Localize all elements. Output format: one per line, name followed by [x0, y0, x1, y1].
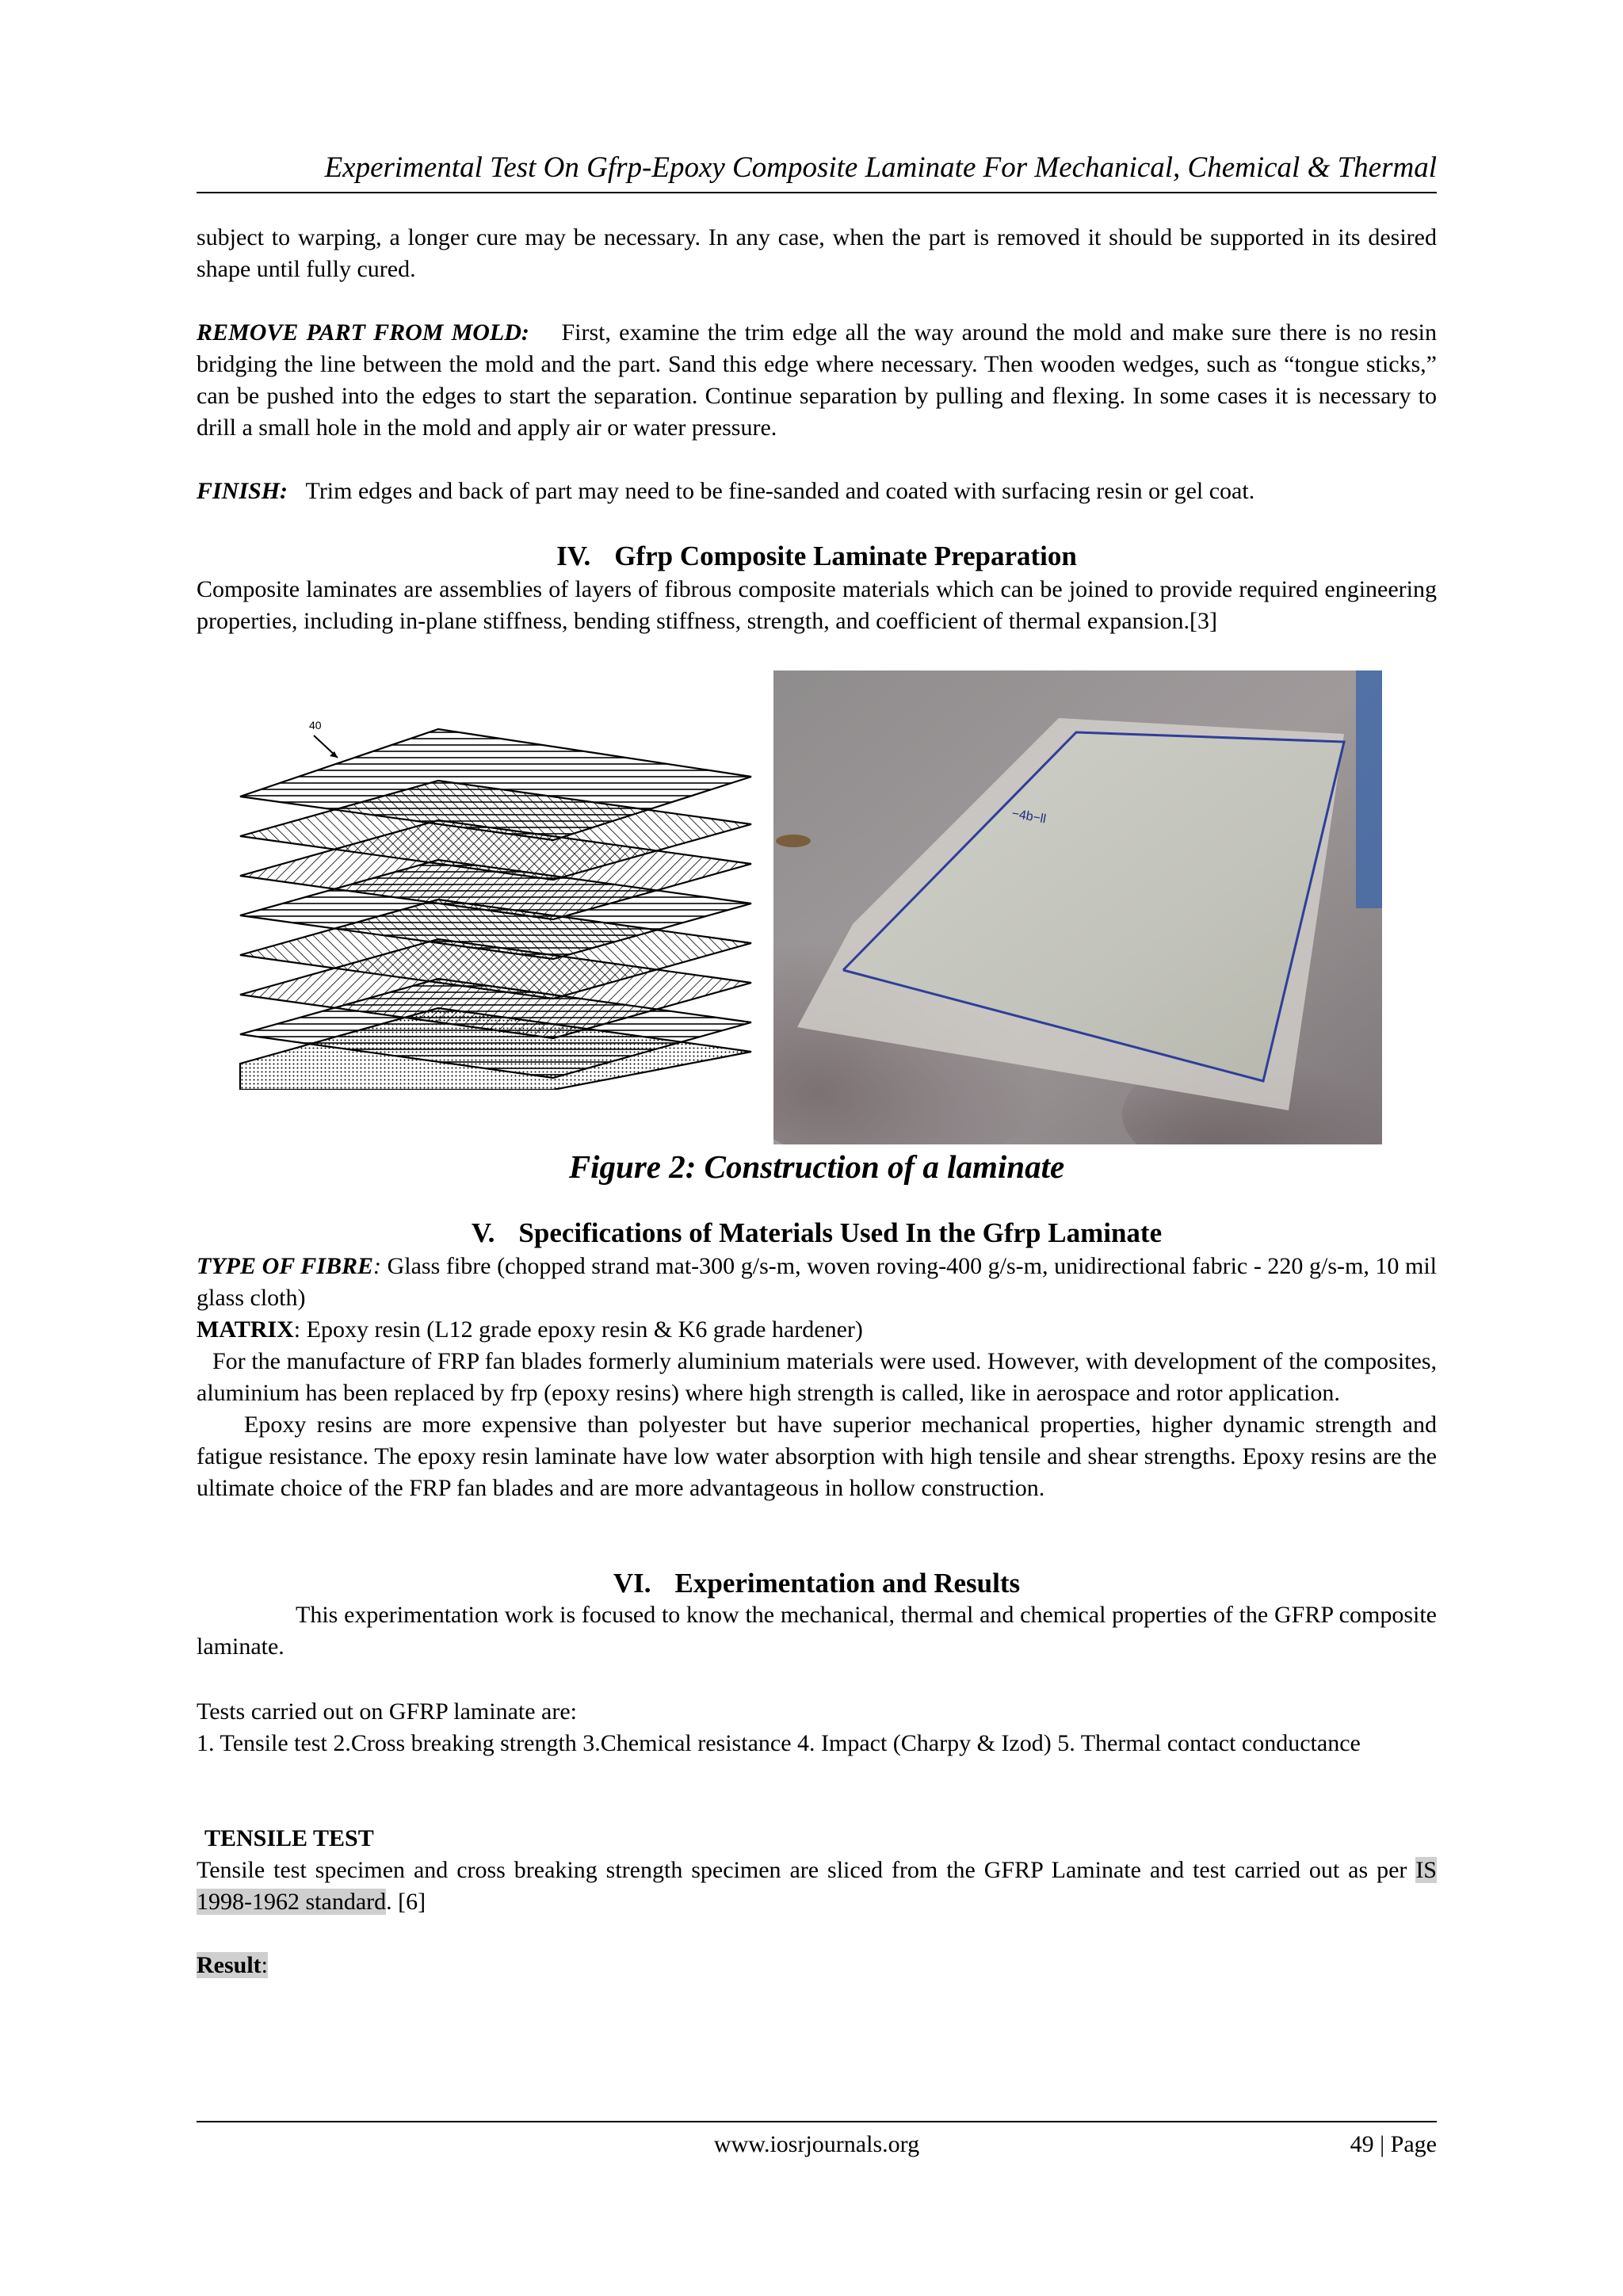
result-label: Result: [197, 1952, 262, 1978]
finish-text: Trim edges and back of part may need to be fine-sanded and coated with surfacing resin or gel coat.: [305, 478, 1255, 504]
result-block: [197, 1950, 1437, 1981]
remove-part-text: First, examine the trim edge all the way around the mold and make sure there is no resin bridging the line between the mold and the part. Sand this edge where necessary. Then wooden wedges, such as “tongue sticks,” can be pushed into the edges to start the separation. Continue separation by pulling and flexing. In some cases it is necessary to drill a small hole in the mold and apply air or water pressure.: [197, 319, 1437, 441]
section-5-number: V.: [471, 1217, 495, 1248]
result-colon: :: [261, 1952, 269, 1978]
tensile-block: [197, 1823, 1437, 1918]
footer-rule: [197, 2121, 1437, 2122]
section-5-title: Specifications of Materials Used In the Gfrp Laminate: [518, 1217, 1163, 1248]
section-5-body: TYPE OF FIBRE: Glass fibre (chopped strand mat-300 g/s-m, woven roving-400 g/s-m, unidirectional fabric - 220 g/s-m, 10 mil glass cloth) MATRIX: Epoxy resin (L12 grade epoxy resin & K6 grade hardener) For the manufacture of FRP fan blades formerly aluminium materials were used. However, with development of the composites, aluminium has been replaced by frp (epoxy resins) where high strength is called, like in aerospace and rotor application. Epoxy resins are more expensive than polyester but have superior mechanical properties, higher dynamic strength and fatigue resistance. The epoxy resin laminate have low water absorption with high tensile and shear strengths. Epoxy resins are the ultimate choice of the FRP fan blades and are more advantageous in hollow construction.: [197, 1251, 1437, 1504]
matrix-text: : Epoxy resin (L12 grade epoxy resin & K6 grade hardener): [293, 1316, 863, 1343]
laminate-photo: [773, 670, 1382, 1144]
footer-page-number: 49 | Page: [1350, 2131, 1437, 2157]
tensile-standard: IS 1998-1962 standard: [197, 1857, 1437, 1915]
tensile-text-b: . [6]: [386, 1889, 426, 1915]
tensile-text-a: Tensile test specimen and cross breaking strength specimen are sliced from the GFRP Laminate and test carried out as per: [197, 1857, 1416, 1883]
section-6-intro-text: This experimentation work is focused to know the mechanical, thermal and chemical properties of the GFRP composite laminate.: [197, 1602, 1437, 1660]
running-header: Experimental Test On Gfrp-Epoxy Composite Laminate For Mechanical, Chemical & Thermal: [324, 151, 1437, 184]
remove-part-label: REMOVE PART FROM MOLD: [197, 319, 521, 346]
diagram-ref-label: 40: [309, 719, 322, 732]
section-5-heading: [197, 1216, 1437, 1251]
finish-label: FINISH:: [197, 478, 288, 504]
footer-url: www.iosrjournals.org: [713, 2131, 920, 2157]
section-5-para-2: Epoxy resins are more expensive than polyester but have superior mechanical properties, higher dynamic strength and fatigue resistance. The epoxy resin laminate have low water absorption with high tensile and shear strengths. Epoxy resins are the ultimate choice of the FRP fan blades and are more advantageous in hollow construction.: [197, 1412, 1437, 1501]
cure-paragraph: [197, 222, 1437, 285]
section-4-paragraph: Composite laminates are assemblies of layers of fibrous composite materials which can be joined to provide required engineering properties, including in-plane stiffness, bending stiffness, strength, and coefficient of thermal expansion.[3]: [197, 576, 1437, 634]
tests-block: [197, 1696, 1437, 1759]
laminate-layers-diagram: [236, 697, 759, 1090]
tensile-heading: TENSILE TEST: [204, 1825, 374, 1851]
section-4-number: IV.: [556, 541, 591, 571]
header-rule: [197, 192, 1437, 193]
fibre-label: TYPE OF FIBRE: [197, 1253, 374, 1279]
finish-paragraph: [197, 476, 1437, 507]
tests-intro: Tests carried out on GFRP laminate are:: [197, 1698, 577, 1725]
tests-list: 1. Tensile test 2.Cross breaking strength 3.Chemical resistance 4. Impact (Charpy & Izod) 5. Thermal contact conductance: [197, 1730, 1361, 1756]
section-4-text: [197, 574, 1437, 637]
section-6-heading: [197, 1566, 1437, 1601]
section-4-heading: [197, 539, 1437, 574]
section-6-title: Experimentation and Results: [674, 1568, 1021, 1599]
section-6-intro: [197, 1599, 1437, 1663]
section-4-title: Gfrp Composite Laminate Preparation: [614, 541, 1077, 571]
figure-caption: Figure 2: Construction of a laminate: [568, 1148, 1065, 1185]
cure-text: subject to warping, a longer cure may be necessary. In any case, when the part is removed it should be supported in its desired shape until fully cured.: [197, 224, 1437, 282]
remove-part-paragraph: REMOVE PART FROM MOLD: First, examine the trim edge all the way around the mold and make sure there is no resin bridging the line between the mold and the part. Sand this edge where necessary. Then wooden wedges, such as “tongue sticks,” can be pushed into the edges to start the separation. Continue separation by pulling and flexing. In some cases it is necessary to drill a small hole in the mold and apply air or water pressure.: [197, 319, 1437, 441]
section-6-number: VI.: [613, 1568, 651, 1599]
section-5-para-1: For the manufacture of FRP fan blades formerly aluminium materials were used. However, with development of the composites, aluminium has been replaced by frp (epoxy resins) where high strength is called, like in aerospace and rotor application.: [197, 1348, 1437, 1406]
matrix-label: MATRIX: [197, 1316, 294, 1343]
fibre-text: Glass fibre (chopped strand mat-300 g/s-m, woven roving-400 g/s-m, unidirectional fabric - 220 g/s-m, 10 mil glass cloth): [197, 1253, 1437, 1311]
panel-mark: −4b−ll: [1010, 807, 1048, 827]
